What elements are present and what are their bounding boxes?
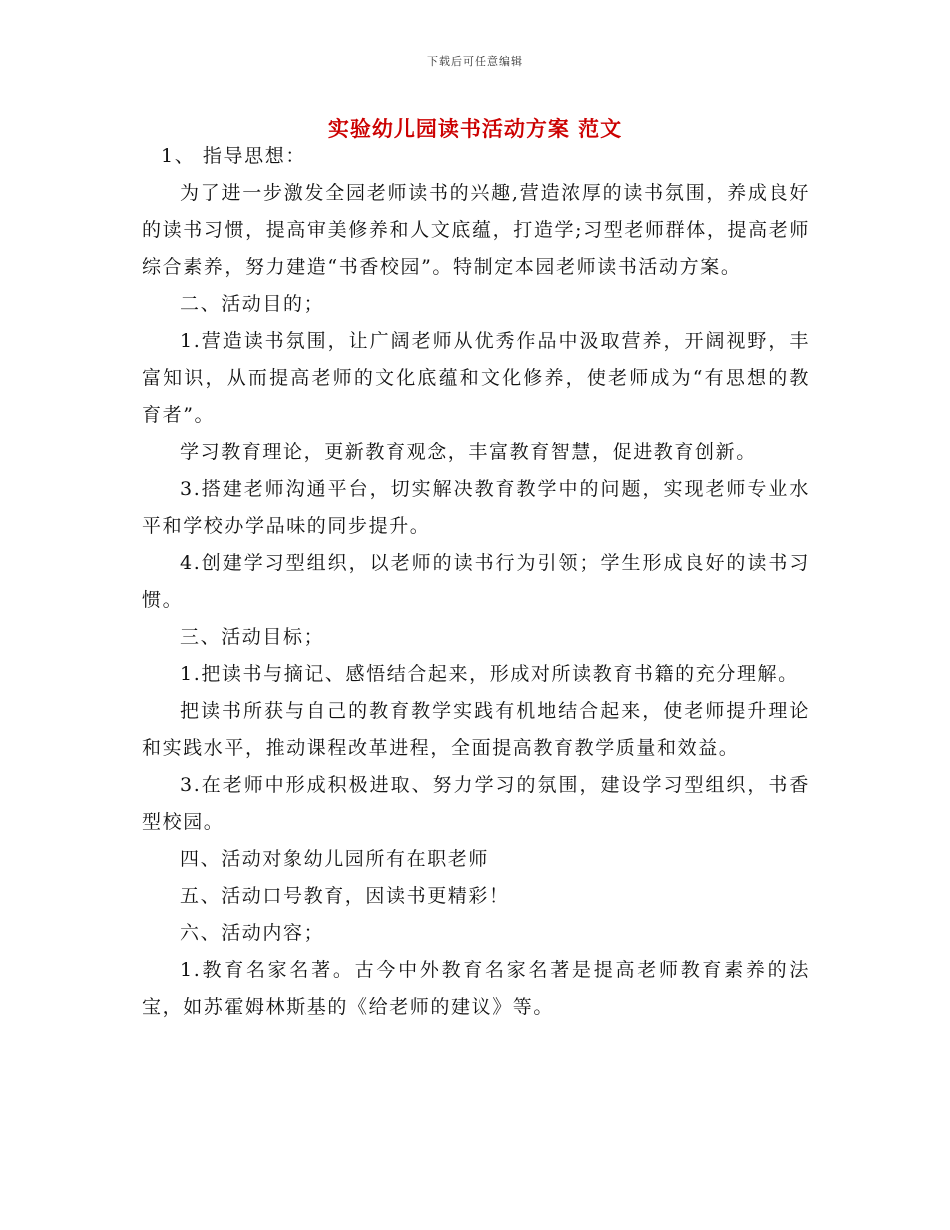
paragraph-guiding-ideology: 为了进一步激发全园老师读书的兴趣,营造浓厚的读书氛围，养成良好的读书习惯，提高审美修养和人文底蕴，打造学;习型老师群体，提高老师综合素养，努力建造“书香校园”。特制定本园老师读书活动方案。 bbox=[142, 182, 810, 278]
paragraph-goals-1: 1.把读书与摘记、感悟结合起来，形成对所读教育书籍的充分理解。 bbox=[180, 663, 799, 685]
paragraph-goals-heading: 三、活动目标； bbox=[180, 626, 325, 648]
paragraph-content-1: 1.教育名家名著。古今中外教育名家名著是提高老师教育素养的法宝，如苏霍姆林斯基的《给老师的建议》等。 bbox=[142, 959, 810, 1018]
paragraph-goals-2: 把读书所获与自己的教育教学实践有机地结合起来，使老师提升理论和实践水平，推动课程改革进程，全面提高教育教学质量和效益。 bbox=[142, 700, 810, 759]
paragraph-purpose-1: 1.营造读书氛围，让广阔老师从优秀作品中汲取营养，开阔视野，丰富知识，从而提高老师的文化底蕴和文化修养，使老师成为“有思想的教育者”。 bbox=[142, 330, 810, 426]
document-title: 实验幼儿园读书活动方案 范文 bbox=[327, 116, 623, 141]
paragraph-slogan: 五、活动口号教育，因读书更精彩！ bbox=[180, 885, 510, 907]
paragraph-goals-3: 3.在老师中形成积极进取、努力学习的氛围，建设学习型组织，书香型校园。 bbox=[142, 774, 810, 833]
paragraph-guiding-ideology-heading: 1、 指导思想： bbox=[161, 145, 306, 167]
paragraph-purpose-4: 4.创建学习型组织，以老师的读书行为引领；学生形成良好的读书习惯。 bbox=[142, 552, 810, 611]
paragraph-content-heading: 六、活动内容； bbox=[180, 922, 325, 944]
document-body bbox=[142, 138, 810, 1026]
page-header: 下载后可任意编辑 bbox=[427, 55, 523, 68]
paragraph-target-audience: 四、活动对象幼儿园所有在职老师 bbox=[180, 848, 490, 870]
paragraph-purpose-heading: 二、活动目的； bbox=[180, 293, 325, 315]
paragraph-purpose-3: 3.搭建老师沟通平台，切实解决教育教学中的问题，实现老师专业水平和学校办学品味的同步提升。 bbox=[142, 478, 810, 537]
paragraph-purpose-2: 学习教育理论，更新教育观念，丰富教育智慧，促进教育创新。 bbox=[180, 441, 757, 463]
